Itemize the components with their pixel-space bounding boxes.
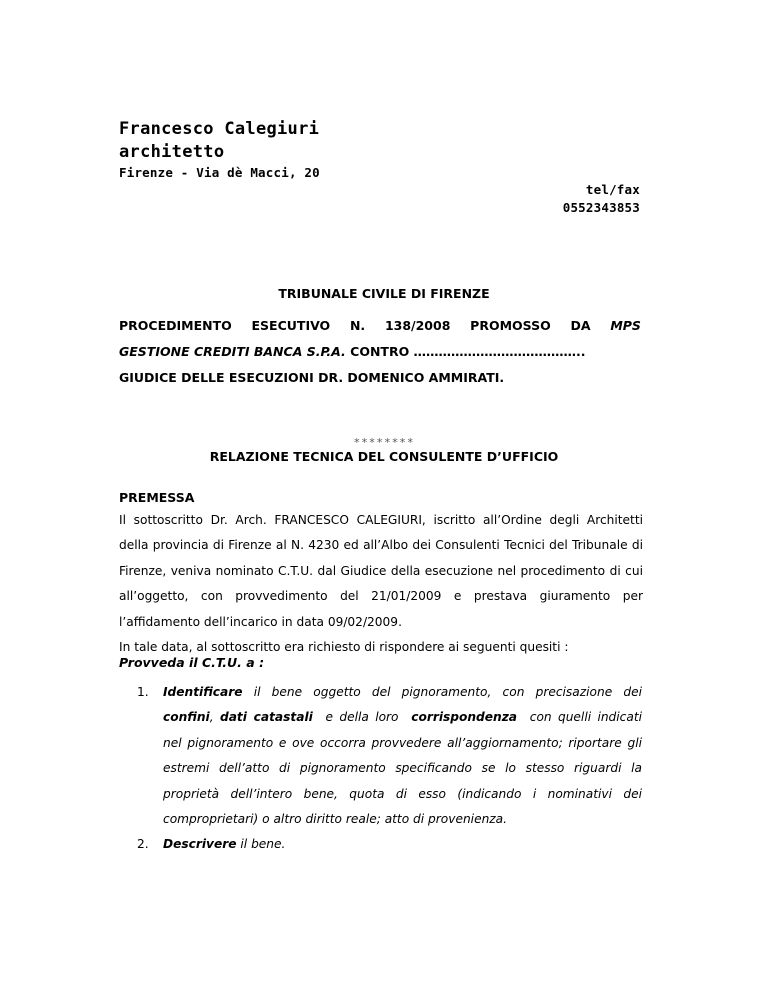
item-line: estremi dell’atto di pignoramento specificando se lo stesso riguardi la <box>163 761 642 776</box>
premessa-paragraph <box>119 508 643 660</box>
paragraph-line: della provincia di Firenze al N. 4230 ed all’Albo dei Consulenti Tecnici del Tribunale di <box>119 538 643 553</box>
procedure-word: DA <box>570 318 591 333</box>
procedure-line <box>119 318 641 333</box>
item-line: comproprietari) o altro diritto reale; atto di provenienza. <box>163 812 508 827</box>
procedure-word: PROCEDIMENTO <box>119 318 232 333</box>
procedure-word: N. <box>349 318 366 333</box>
tel-number: 0552343853 <box>562 200 640 215</box>
contact-block <box>563 181 640 217</box>
item-line: nel pignoramento e ove occorra provvedere all’aggiornamento; riportare gli <box>163 735 642 750</box>
creditor-line <box>119 344 641 359</box>
letterhead-name-block <box>119 118 319 164</box>
questions-intro: In tale data, al sottoscritto era richiesto di rispondere ai seguenti quesiti : <box>119 640 569 655</box>
judge-line: GIUDICE DELLE ESECUZIONI DR. DOMENICO AMMIRATI. <box>119 370 505 385</box>
provveda-heading: Provveda il C.T.U. a : <box>119 655 265 670</box>
premessa-heading: PREMESSA <box>119 490 195 505</box>
item-number: 2. <box>137 837 149 852</box>
item-line: Descrivere il bene. <box>163 837 286 852</box>
procedure-block <box>119 318 641 385</box>
item-line: confini, dati catastali e della loro corrispondenza con quelli indicati <box>163 710 643 725</box>
architect-address: Firenze - Via dè Macci, 20 <box>119 165 320 180</box>
paragraph-line: l’affidamento dell’incarico in data 09/02/2009. <box>119 614 402 629</box>
architect-name: Francesco Calegiuri <box>119 119 320 139</box>
separator: ******** <box>353 436 415 449</box>
architect-profession: architetto <box>119 142 225 162</box>
tel-label: tel/fax <box>585 182 640 197</box>
against-text: CONTRO ………………………………….. <box>345 344 586 359</box>
list-item <box>137 832 642 857</box>
item-line: Identificare il bene oggetto del pignoramento, con precisazione dei <box>163 685 642 699</box>
creditor-name: GESTIONE CREDITI BANCA S.P.A. <box>119 344 346 359</box>
paragraph-line: Il sottoscritto Dr. Arch. FRANCESCO CALEGIURI, iscritto all’Ordine degli Architetti <box>119 513 643 527</box>
creditor-abbrev: MPS <box>610 318 641 333</box>
procedure-number: 138/2008 <box>384 318 451 333</box>
paragraph-line: Firenze, veniva nominato C.T.U. dal Giudice della esecuzione nel procedimento di cui <box>119 563 643 578</box>
paragraph-line: all’oggetto, con provvedimento del 21/01/2009 e prestava giuramento per <box>119 589 643 604</box>
questions-list <box>137 680 642 858</box>
item-number: 1. <box>137 685 149 699</box>
procedure-word: PROMOSSO <box>470 318 551 333</box>
court-title: TRIBUNALE CIVILE DI FIRENZE <box>278 286 490 301</box>
procedure-word: ESECUTIVO <box>251 318 331 333</box>
report-title: RELAZIONE TECNICA DEL CONSULENTE D’UFFICIO <box>209 449 559 464</box>
list-item <box>137 680 642 832</box>
item-line: proprietà dell’intero bene, quota di esso (indicando i nominativi dei <box>163 786 642 801</box>
